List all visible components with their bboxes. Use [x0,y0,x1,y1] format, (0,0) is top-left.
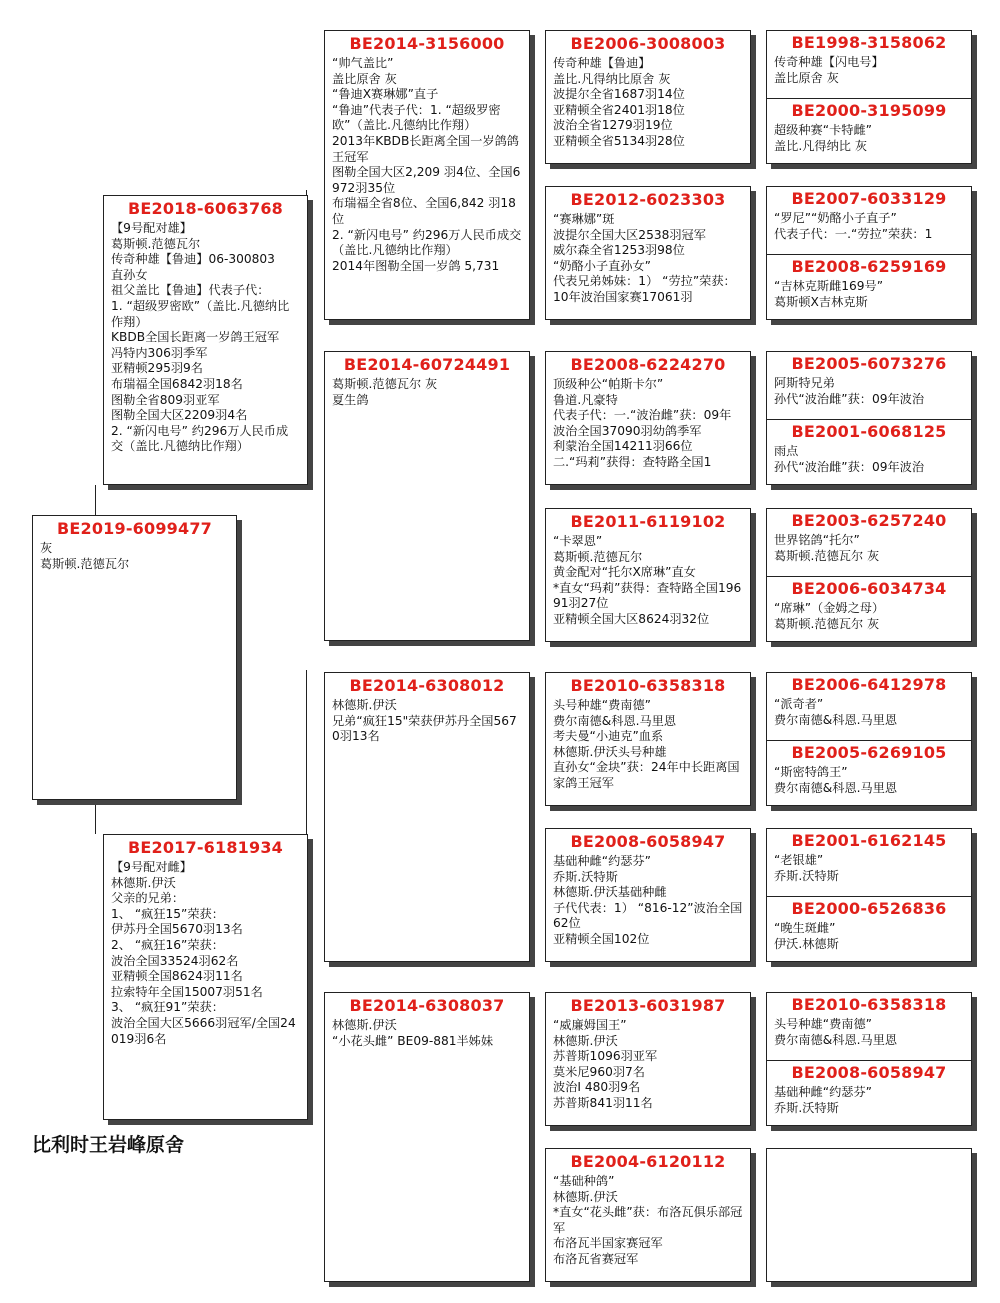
ring-number: BE2005-6269105 [791,743,947,762]
ring-number: BE2001-6162145 [791,831,947,850]
ring-number: BE2018-6063768 [127,199,284,218]
card-text: 【9号配对雌】 林德斯.伊沃 父亲的兄弟： 1、 “疯狂15”荣获： 伊苏丹全国5670羽13名 2、 “疯狂16”荣获： 波治全国33524羽62名 亚精顿全国8624羽11名 拉索特年全国15007羽51名 3、 “疯狂91”荣获： 波治全国大区5666羽冠军/全国24019羽6名 [111,860,296,1046]
pedigree-card-gen3-7 [545,992,751,1126]
ring-number: BE2005-6073276 [791,354,947,373]
ring-number: BE2000-6526836 [791,899,947,918]
pedigree-card-gen4-pair-6 [766,828,972,962]
pedigree-card-gen4-pair-1 [766,30,972,164]
pedigree-card-dam-sire [324,672,530,962]
card-text: “吉林克斯雌169号” 葛斯顿X吉林克斯 [774,279,884,309]
ring-number: BE2006-6412978 [791,675,947,694]
half-card-bottom [767,740,971,806]
card-text: 世界铭鸽“托尔” 葛斯顿.范德瓦尔 灰 [774,533,880,563]
half-card-top [767,187,971,254]
card-text: “基础种鸽” 林德斯.伊沃 *直女“花头雌”获：布洛瓦俱乐部冠军 布洛瓦半国家赛冠军 布洛瓦省赛冠军 [553,1174,743,1266]
pedigree-card-gen4-pair-2 [766,186,972,320]
ring-number: BE2014-6308012 [349,676,505,695]
pedigree-card-gen4-pair-3 [766,351,972,485]
pedigree-card-subject [32,515,237,800]
ring-number: BE2017-6181934 [127,838,284,857]
card-text: “席琳”（金姆之母） 葛斯顿.范德瓦尔 灰 [774,601,885,631]
ring-number: BE2010-6358318 [791,995,947,1014]
card-text: 头号种雄“费南德” 费尔南德&科恩.马里恩 [774,1017,898,1047]
half-card-top [767,993,971,1060]
card-text: “老银雄” 乔斯.沃特斯 [774,853,839,883]
card-text: “罗尼”“奶酪小子直子” 代表子代：一.“劳拉”荣获：1 [774,211,933,241]
ring-number: BE1998-3158062 [791,33,947,52]
ring-number: BE2008-6058947 [791,1063,947,1082]
connector-line [95,800,96,834]
pedigree-card-gen3-1 [545,30,751,164]
ring-number: BE2008-6058947 [570,832,726,851]
card-text: “帅气盖比” 盖比原舍 灰 “鲁迪X赛琳娜”直子 “鲁迪”代表子代：1. “超级罗密欧”（盖比.凡德纳比作翔） 2013年KBDB长距离全国一岁鸽鸽王冠军 图勒全国大区2,209 羽4位、全国6972羽35位 布瑞福全省8位、全国6,842 羽18位 2. “新闪电号” 约296万人民币成交（盖比.凡德纳比作翔） 2014年图勒全国一岁鸽 5,731 [332,56,522,273]
half-card-top [767,673,971,740]
ring-number: BE2004-6120112 [570,1152,726,1171]
pedigree-card-gen3-5 [545,672,751,806]
ring-number: BE2008-6259169 [791,257,947,276]
ring-number: BE2003-6257240 [791,511,947,530]
card-text: 基础种雌“约瑟芬” 乔斯.沃特斯 林德斯.伊沃基础种雌 子代代表：1） “816-12”波治全国62位 亚精顿全国102位 [553,854,743,946]
card-text: 林德斯.伊沃 兄弟“疯狂15"荣获伊苏丹全国5670羽13名 [332,698,517,744]
pedigree-card-dam-dam [324,992,530,1282]
half-card-bottom [767,896,971,962]
ring-number: BE2000-3195099 [791,101,947,120]
pedigree-card-gen3-4 [545,508,751,642]
pedigree-card-gen3-8 [545,1148,751,1282]
card-text: 基础种雌“约瑟芬” 乔斯.沃特斯 [774,1085,872,1115]
ring-number: BE2006-6034734 [791,579,947,598]
half-card-bottom [767,419,971,485]
ring-number: BE2012-6023303 [570,190,726,209]
ring-number: BE2013-6031987 [570,996,726,1015]
card-text: 超级种赛“卡特雌” 盖比.凡得纳比 灰 [774,123,872,153]
pedigree-card-gen4-pair-7 [766,992,972,1126]
pedigree-card-gen3-3 [545,351,751,485]
half-card-top [767,509,971,576]
card-text: 【9号配对雄】 葛斯顿.范德瓦尔 传奇种雄【鲁迪】06-300803 直孙女 祖父盖比【鲁迪】代表子代： 1. “超级罗密欧”（盖比.凡德纳比作翔） KBDB全国长距离一岁鸽王冠军 冯特内306羽季军 亚精顿295羽9名 布瑞福全国6842羽18名 图勒全省809羽亚军 图勒全国大区2209羽4名 2. “新闪电号” 约296万人民币成交（盖比.凡德纳比作翔） [111,221,290,454]
pedigree-card-gen3-2 [545,186,751,320]
card-text: 葛斯顿.范德瓦尔 灰 夏生鸽 [332,377,438,407]
half-card-bottom [767,576,971,642]
ring-number: BE2014-60724491 [343,355,511,374]
card-text: 顶级种公“帕斯卡尔” 鲁道.凡豪特 代表子代：一.“波治雌”获：09年波治全国37090羽幼鸽季军 利蒙治全国14211羽66位 二.“玛莉”获得：查特路全国1 [553,377,732,469]
card-text: “赛琳娜”斑 波提尔全国大区2538羽冠军 威尔森全省1253羽98位 “奶酪小子直孙女” 代表兄弟姊妹：1） “劳拉”荣获：10年波治国家赛17061羽 [553,212,736,304]
ring-number: BE2010-6358318 [570,676,726,695]
card-text: 传奇种雄【闪电号】 盖比原舍 灰 [774,55,884,85]
pedigree-card-sire-sire [324,30,530,320]
half-card-top [767,31,971,98]
half-card-top [767,829,971,896]
ring-number: BE2011-6119102 [570,512,726,531]
pedigree-card-gen4-empty [766,1148,972,1282]
ring-number: BE2001-6068125 [791,422,947,441]
card-text: “斯密特鸽王” 费尔南德&科恩.马里恩 [774,765,898,795]
half-card-bottom [767,98,971,164]
card-text: 雨点 孙代“波治雌”获：09年波治 [774,444,925,474]
card-text: 林德斯.伊沃 “小花头雌” BE09-881半姊妹 [332,1018,494,1048]
card-text: “威廉姆国王” 林德斯.伊沃 苏普斯1096羽亚军 莫米尼960羽7名 波治I 480羽9名 苏普斯841羽11名 [553,1018,658,1110]
pedigree-card-dam [103,834,308,1120]
card-text: “派奇者” 费尔南德&科恩.马里恩 [774,697,898,727]
ring-number: BE2007-6033129 [791,189,947,208]
card-text: “晚生斑雌” 伊沃.林德斯 [774,921,839,951]
ring-number: BE2014-3156000 [349,34,505,53]
card-text: 传奇种雄【鲁迪】 盖比.凡得纳比原舍 灰 波提尔全省1687羽14位 亚精顿全省2401羽18位 波治全省1279羽19位 亚精顿全省5134羽28位 [553,56,685,148]
ring-number: BE2006-3008003 [570,34,726,53]
pedigree-card-sire [103,195,308,485]
loft-name: 比利时王岩峰原舍 [32,1134,185,1156]
ring-number: BE2008-6224270 [570,355,726,374]
pedigree-card-gen4-pair-5 [766,672,972,806]
card-text: 阿斯特兄弟 孙代“波治雌”获：09年波治 [774,376,925,406]
pedigree-card-gen4-pair-4 [766,508,972,642]
half-card-top [767,352,971,419]
pedigree-card-gen3-6 [545,828,751,962]
connector-line [95,485,96,515]
ring-number: BE2014-6308037 [349,996,505,1015]
card-text: “卡翠恩” 葛斯顿.范德瓦尔 黄金配对“托尔X席琳”直女 *直女“玛莉”获得：查特路全国19691羽27位 亚精顿全国大区8624羽32位 [553,534,742,626]
card-text: 灰 葛斯顿.范德瓦尔 [40,541,130,571]
pedigree-card-sire-dam [324,351,530,641]
half-card-bottom [767,1060,971,1126]
half-card-bottom [767,254,971,320]
card-text: 头号种雄“费南德” 费尔南德&科恩.马里恩 考夫曼“小迪克”血系 林德斯.伊沃头号种雄 直孙女“金块”获：24年中长距离国家鸽王冠军 [553,698,740,790]
ring-number: BE2019-6099477 [56,519,213,538]
